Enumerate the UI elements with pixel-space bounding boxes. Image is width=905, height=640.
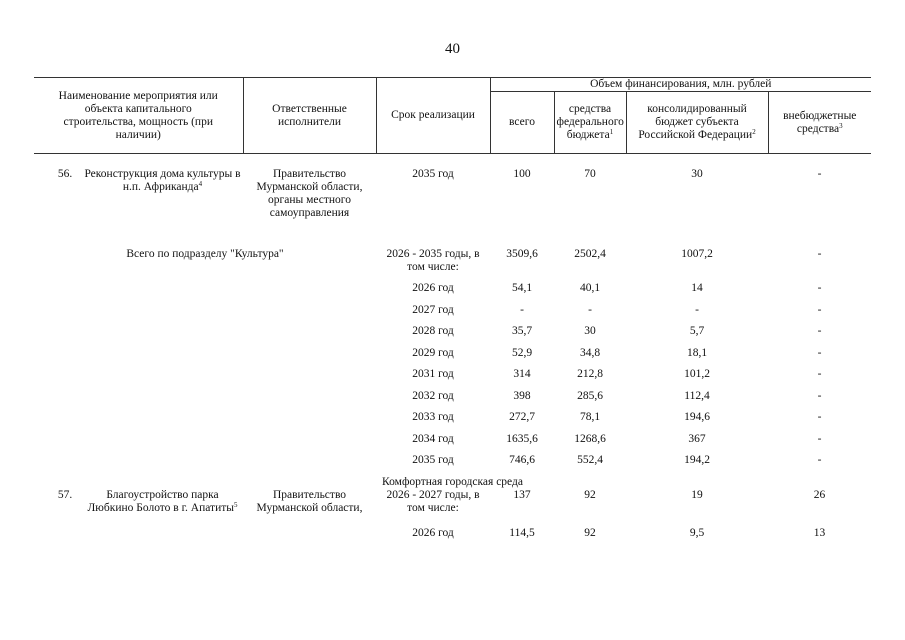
- year-period: 2029 год: [412, 346, 454, 359]
- page-number: 40: [445, 41, 460, 57]
- year-regional: 194,2: [684, 454, 710, 466]
- row56-responsible: Правительство Мурманской области, органы местного самоуправления: [256, 168, 363, 219]
- row56-footnote: 4: [198, 180, 203, 188]
- year-period: 2031 год: [412, 368, 454, 380]
- header-extrabudget-footnote: 3: [839, 121, 843, 130]
- header-regional-label: консолидированный бюджет субъекта Российской Федерации: [638, 103, 753, 141]
- row57-sub-regional: 9,5: [689, 526, 705, 539]
- row57-number: 57.: [57, 488, 73, 501]
- header-extrabudget-label: внебюджетные средства: [783, 109, 857, 135]
- section-row: [34, 476, 871, 489]
- year-regional: 14: [691, 282, 703, 294]
- year-row: [34, 304, 871, 326]
- row56-name-text: Реконструкция дома культуры в н.п. Африканда: [84, 168, 241, 193]
- year-row: [34, 325, 871, 347]
- table-row-57: [34, 489, 871, 527]
- row56-number: 56.: [57, 168, 73, 180]
- year-federal: 40,1: [579, 282, 601, 294]
- header-total: всего: [490, 92, 554, 154]
- year-row: [34, 433, 871, 455]
- row57-period: 2026 - 2027 годы, в том числе:: [386, 488, 480, 514]
- year-total: 54,1: [511, 282, 533, 294]
- year-row: [34, 390, 871, 412]
- year-extra: -: [817, 454, 822, 466]
- year-federal: 30: [584, 325, 596, 337]
- row56-regional: 30: [691, 168, 703, 180]
- header-responsible: Ответственные исполнители: [243, 78, 376, 154]
- subtotal-period: 2026 - 2035 годы, в том числе:: [386, 248, 480, 273]
- year-extra: -: [817, 411, 822, 423]
- year-extra: -: [817, 432, 822, 445]
- row56-period: 2035 год: [412, 168, 454, 180]
- year-extra: -: [817, 282, 822, 294]
- subtotal-total: 3509,6: [506, 248, 538, 260]
- year-federal: 1268,6: [574, 432, 606, 445]
- subtotal-federal: 2502,4: [574, 248, 606, 260]
- year-period: 2035 год: [412, 454, 454, 466]
- year-total: 1635,6: [506, 432, 538, 445]
- subtotal-row: [34, 248, 871, 282]
- header-regional: [626, 92, 768, 154]
- year-period: 2033 год: [412, 411, 454, 423]
- year-extra: -: [817, 346, 822, 359]
- year-extra: -: [817, 303, 822, 316]
- row57-regional: 19: [691, 488, 703, 501]
- header-extrabudget: [768, 92, 871, 154]
- subtotal-label: Всего по подразделу "Культура": [126, 248, 284, 260]
- year-federal: 552,4: [577, 454, 603, 466]
- year-federal: 212,8: [577, 368, 603, 380]
- year-regional: 194,6: [684, 411, 710, 423]
- section-title: Комфортная городская среда: [382, 475, 523, 488]
- row56-name-cell: [34, 168, 243, 248]
- row56-federal: 70: [584, 168, 596, 180]
- year-row: [34, 347, 871, 369]
- year-regional: 18,1: [686, 346, 708, 359]
- header-federal-footnote: 1: [609, 128, 614, 136]
- year-period: 2032 год: [412, 389, 454, 402]
- row56-name: [84, 168, 241, 194]
- row57-responsible: Правительство Мурманской области,: [256, 488, 363, 514]
- table-row-56: [34, 168, 871, 248]
- subtotal-regional: 1007,2: [681, 248, 713, 260]
- row57-name-text: Благоустройство парка Любкино Болото в г. Апатиты: [87, 488, 234, 514]
- financing-table: [34, 77, 871, 547]
- year-total: 314: [513, 368, 531, 380]
- year-total: 35,7: [511, 325, 533, 337]
- year-total: 52,9: [511, 346, 533, 359]
- header-regional-footnote: 2: [752, 128, 756, 136]
- year-regional: -: [695, 303, 699, 316]
- row57-sub-extra: 13: [813, 526, 826, 539]
- row57-sub-total: 114,5: [509, 526, 535, 539]
- header-federal-label: средства федерального бюджета: [556, 103, 624, 141]
- year-federal: 78,1: [579, 411, 601, 423]
- year-federal: -: [588, 303, 592, 316]
- year-total: 272,7: [509, 411, 535, 423]
- row57-sub-period: 2026 год: [412, 526, 454, 539]
- row56-extra: -: [817, 168, 822, 180]
- row57-total: 137: [513, 488, 531, 501]
- year-period: 2028 год: [412, 325, 454, 337]
- year-row: [34, 411, 871, 433]
- subtotal-extra: -: [817, 248, 822, 260]
- header-period: Срок реализации: [376, 78, 490, 154]
- year-regional: 367: [688, 432, 706, 445]
- year-total: 746,6: [509, 454, 535, 466]
- year-extra: -: [817, 368, 822, 380]
- year-period: 2027 год: [412, 303, 454, 316]
- header-financing-group: Объем финансирования, млн. рублей: [490, 78, 871, 92]
- year-regional: 5,7: [689, 325, 705, 337]
- row57-name-cell: [34, 489, 243, 547]
- row57-sub-federal: 92: [584, 526, 596, 539]
- row57-footnote: 5: [233, 500, 238, 509]
- year-federal: 285,6: [577, 389, 603, 402]
- year-extra: -: [817, 325, 822, 337]
- row57-federal: 92: [584, 488, 596, 501]
- year-total: -: [520, 303, 524, 316]
- row57-extra: 26: [813, 488, 826, 501]
- header-federal: [554, 92, 626, 154]
- year-regional: 101,2: [684, 368, 710, 380]
- header-name: Наименование мероприятия или объекта капитального строительства, мощность (при наличии): [34, 78, 243, 154]
- year-total: 398: [513, 389, 531, 402]
- year-regional: 112,4: [684, 389, 710, 402]
- year-row: [34, 368, 871, 390]
- row57-name: [84, 489, 241, 515]
- year-period: 2034 год: [412, 432, 454, 445]
- year-federal: 34,8: [579, 346, 601, 359]
- year-row: [34, 282, 871, 304]
- year-period: 2026 год: [412, 282, 454, 294]
- year-extra: -: [817, 389, 822, 402]
- row56-total: 100: [513, 168, 531, 180]
- year-row: [34, 454, 871, 476]
